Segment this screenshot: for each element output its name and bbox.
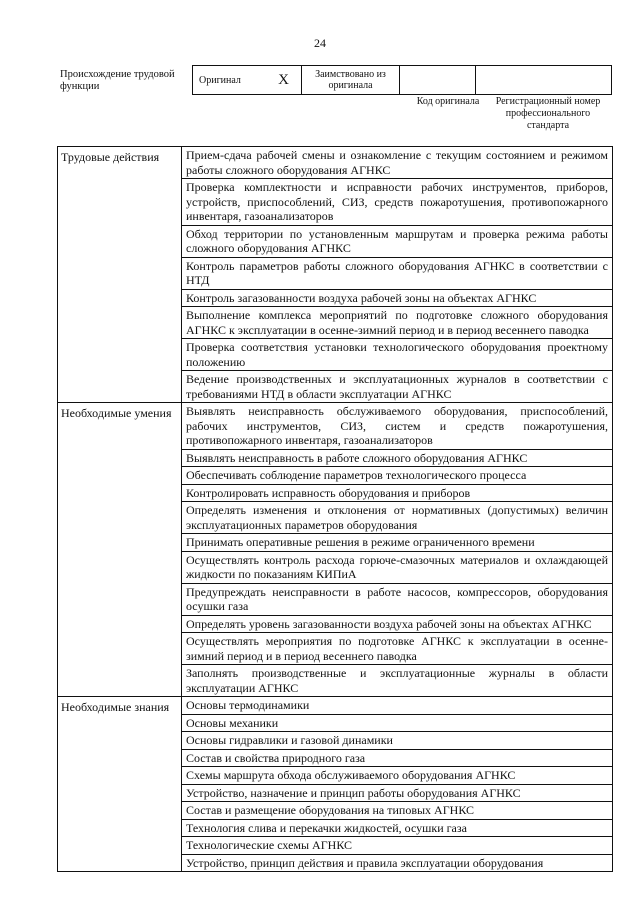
list-item: Состав и размещение оборудования на типовых АГНКС (182, 802, 612, 820)
section-row (58, 697, 613, 872)
section-items (182, 147, 613, 403)
section-items (182, 697, 613, 872)
section-items (182, 403, 613, 697)
list-item: Контроль параметров работы сложного оборудования АГНКС в соответствии с НТД (182, 258, 612, 290)
original-code-cell (400, 66, 476, 94)
original-label: Оригинал (199, 74, 241, 86)
list-item: Схемы маршрута обхода обслуживаемого оборудования АГНКС (182, 767, 612, 785)
list-item: Заполнять производственные и эксплуатационные журналы в области эксплуатации АГНКС (186, 666, 608, 695)
list-item: Основы механики (182, 715, 612, 733)
list-item: Контроль загазованности воздуха рабочей зоны на объектах АГНКС (182, 290, 612, 308)
list-item: Определять уровень загазованности воздуха рабочей зоны на объектах АГНКС (182, 616, 612, 634)
list-item: Выявлять неисправность обслуживаемого оборудования, приспособлений, рабочих инструментов, СИЗ, систем и средств пожаротушения, противопожарного инвентаря, газоанализаторов (182, 403, 612, 450)
list-item: Устройство, назначение и принцип работы оборудования АГНКС (182, 785, 612, 803)
list-item: Прием-сдача рабочей смены и ознакомление с текущим состоянием и режимом работы сложного оборудования АГНКС (182, 147, 612, 179)
list-item: Осуществлять контроль расхода горюче-смазочных материалов и охлаждающей жидкости по показаниям КИПиА (182, 552, 612, 584)
list-item: Проверка соответствия установки технологического оборудования проектному положению (182, 339, 612, 371)
borrowed-label: Заимствовано из оригинала (302, 66, 400, 94)
list-item: Обход территории по установленным маршрутам и проверка режима работы сложного оборудования АГНКС (182, 226, 612, 258)
list-item: Выявлять неисправность в работе сложного оборудования АГНКС (182, 450, 612, 468)
list-item: Осуществлять мероприятия по подготовке АГНКС к эксплуатации в осенне-зимний период и в период весеннего паводка (182, 633, 612, 665)
code-caption: Код оригинала (416, 96, 480, 107)
registration-caption: Регистрационный номер профессионального стандарта (495, 96, 601, 131)
list-item: Технологические схемы АГНКС (182, 837, 612, 855)
section-label: Необходимые знания (58, 697, 182, 872)
list-item: Проверка комплектности и исправности рабочих инструментов, приборов, устройств, приспособлений, СИЗ, средств пожаротушения, противопожарного инвентаря, газоанализаторов (182, 179, 612, 226)
list-item: Устройство, принцип действия и правила эксплуатации оборудования (186, 855, 544, 870)
list-item: Обеспечивать соблюдение параметров технологического процесса (182, 467, 612, 485)
origin-table (192, 65, 612, 95)
registration-number-cell (476, 66, 611, 94)
list-item: Основы термодинамики (182, 697, 612, 715)
section-label: Трудовые действия (58, 147, 182, 403)
list-item: Контролировать исправность оборудования и приборов (182, 485, 612, 503)
original-mark: X (266, 66, 302, 94)
page-number: 24 (314, 36, 326, 50)
origin-label: Происхождение трудовой функции (60, 69, 175, 92)
list-item: Определять изменения и отклонения от нормативных (допустимых) величин эксплуатационных параметров оборудования (182, 502, 612, 534)
list-item: Принимать оперативные решения в режиме ограниченного времени (182, 534, 612, 552)
list-item: Основы гидравлики и газовой динамики (182, 732, 612, 750)
list-item: Состав и свойства природного газа (182, 750, 612, 768)
list-item: Предупреждать неисправности в работе насосов, компрессоров, оборудования осушки газа (182, 584, 612, 616)
list-item: Выполнение комплекса мероприятий по подготовке сложного оборудования АГНКС к эксплуатации в осенне-зимний период и в период весеннего паводка (182, 307, 612, 339)
list-item: Технология слива и перекачки жидкостей, осушки газа (182, 820, 612, 838)
list-item: Ведение производственных и эксплуатационных журналов в соответствии с требованиями НТД в области эксплуатации АГНКС (186, 372, 608, 401)
section-row (58, 403, 613, 697)
section-row (58, 147, 613, 403)
function-table (57, 146, 613, 872)
section-label: Необходимые умения (58, 403, 182, 697)
